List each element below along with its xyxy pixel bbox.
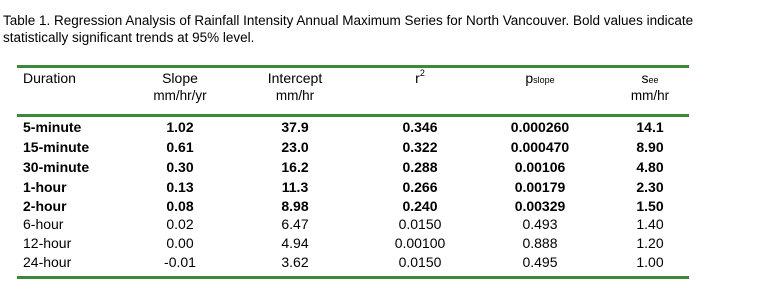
- cell-p-slope: 0.495: [522, 254, 558, 270]
- cell-duration: 1-hour: [23, 179, 67, 195]
- table-caption: Table 1. Regression Analysis of Rainfall Intensity Annual Maximum Series for North Vancouver. Bold values indicate statistically significant trends at 95% level.: [3, 13, 694, 45]
- header-intercept: Intercept: [267, 70, 323, 86]
- header-p-slope: pslope: [525, 70, 555, 86]
- cell-r-squared: 0.240: [402, 198, 438, 214]
- cell-intercept: 37.9: [281, 119, 309, 135]
- cell-see: 4.80: [636, 159, 664, 175]
- cell-slope: 0.61: [166, 139, 194, 155]
- cell-slope: 0.02: [166, 216, 194, 232]
- cell-duration: 24-hour: [23, 254, 72, 270]
- cell-r-squared: 0.0150: [398, 216, 442, 232]
- cell-see: 1.50: [636, 198, 664, 214]
- cell-see: 1.00: [636, 254, 664, 270]
- header-intercept-unit: mm/hr: [275, 88, 315, 103]
- cell-intercept: 11.3: [281, 179, 309, 195]
- cell-see: 2.30: [636, 179, 664, 195]
- cell-duration: 5-minute: [23, 119, 82, 135]
- cell-slope: -0.01: [164, 254, 196, 270]
- cell-p-slope: 0.00179: [514, 179, 566, 195]
- header-slope: Slope: [162, 70, 198, 86]
- cell-p-slope: 0.00329: [514, 198, 566, 214]
- cell-r-squared: 0.322: [402, 139, 438, 155]
- header-rule: [17, 114, 689, 117]
- cell-slope: 0.30: [166, 159, 194, 175]
- cell-intercept: 16.2: [281, 159, 309, 175]
- cell-slope: 0.13: [166, 179, 194, 195]
- cell-slope: 0.08: [166, 198, 194, 214]
- cell-p-slope: 0.000470: [510, 139, 570, 155]
- cell-intercept: 23.0: [281, 139, 309, 155]
- cell-slope: 1.02: [166, 119, 194, 135]
- header-duration: Duration: [23, 70, 76, 86]
- cell-r-squared: 0.288: [402, 159, 438, 175]
- top-rule: [17, 65, 689, 68]
- cell-r-squared: 0.266: [402, 179, 438, 195]
- cell-r-squared: 0.0150: [398, 254, 442, 270]
- cell-intercept: 4.94: [281, 235, 309, 251]
- cell-intercept: 3.62: [281, 254, 309, 270]
- cell-r-squared: 0.346: [402, 119, 438, 135]
- cell-p-slope: 0.000260: [510, 119, 570, 135]
- cell-p-slope: 0.00106: [514, 159, 566, 175]
- cell-duration: 6-hour: [23, 216, 64, 232]
- cell-duration: 2-hour: [23, 198, 67, 214]
- header-p-slope-sub: slope: [533, 75, 555, 85]
- header-r-squared: $r^2$: [415, 68, 425, 86]
- cell-intercept: 8.98: [281, 198, 309, 214]
- cell-see: 14.1: [636, 119, 664, 135]
- cell-see: 1.40: [636, 216, 664, 232]
- cell-p-slope: 0.888: [522, 235, 558, 251]
- bottom-rule: [17, 276, 689, 279]
- header-see: see: [641, 70, 659, 86]
- cell-duration: 15-minute: [23, 139, 90, 155]
- cell-duration: 30-minute: [23, 159, 90, 175]
- cell-intercept: 6.47: [281, 216, 309, 232]
- header-slope-unit: mm/hr/yr: [153, 88, 207, 103]
- header-r-squared-sup: 2: [419, 68, 425, 78]
- cell-slope: 0.00: [166, 235, 194, 251]
- cell-see: 1.20: [636, 235, 664, 251]
- cell-duration: 12-hour: [23, 235, 72, 251]
- header-see-sub: ee: [648, 75, 659, 85]
- cell-r-squared: 0.00100: [394, 235, 446, 251]
- cell-p-slope: 0.493: [522, 216, 558, 232]
- cell-see: 8.90: [636, 139, 664, 155]
- header-see-unit: mm/hr: [630, 88, 670, 103]
